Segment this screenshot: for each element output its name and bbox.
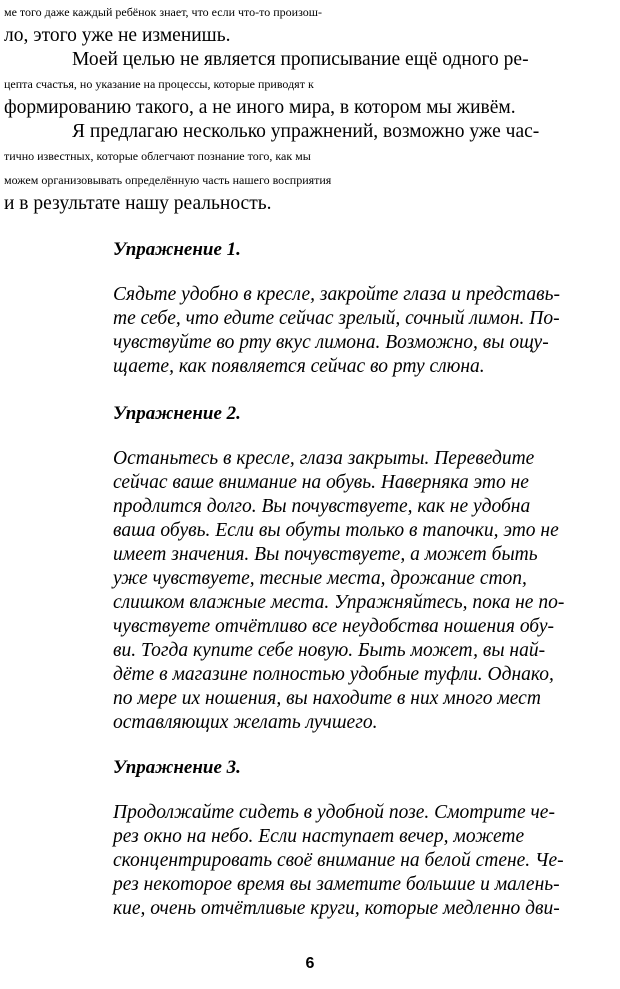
exercise-2-line: ви. Тогда купите себе новую. Быть может, вы най- bbox=[113, 640, 546, 661]
exercise-3-line: рез некоторое время вы заметите большие и малень- bbox=[113, 874, 560, 895]
exercise-3-line: Продолжайте сидеть в удобной позе. Смотрите че- bbox=[113, 802, 555, 823]
exercise-3-title: Упражнение 3. bbox=[113, 757, 241, 778]
exercise-1-line: те себе, что едите сейчас зрелый, сочный лимон. По- bbox=[113, 308, 560, 329]
exercise-2-line: оставляющих желать лучшего. bbox=[113, 712, 378, 733]
intro-line: Я предлагаю несколько упражнений, возможно уже час- bbox=[72, 121, 540, 142]
exercise-2-line: ваша обувь. Если вы обуты только в тапочки, это не bbox=[113, 520, 559, 541]
intro-line: формированию такого, а не иного мира, в котором мы живём. bbox=[4, 97, 516, 118]
intro-line: можем организовывать определённую часть нашего восприятия bbox=[4, 173, 332, 187]
intro-line: цепта счастья, но указание на процессы, которые приводят к bbox=[4, 77, 314, 91]
exercise-2-line: дёте в магазине полностью удобные туфли. Однако, bbox=[113, 664, 554, 685]
exercise-3-line: кие, очень отчётливые круги, которые медленно дви- bbox=[113, 898, 560, 919]
exercise-2-title: Упражнение 2. bbox=[113, 403, 241, 424]
exercise-3-line: сконцентрировать своё внимание на белой стене. Че- bbox=[113, 850, 564, 871]
exercise-2-line: сейчас ваше внимание на обувь. Наверняка это не bbox=[113, 472, 529, 493]
intro-line: ло, этого уже не изменишь. bbox=[4, 25, 231, 46]
page-number: 6 bbox=[305, 955, 315, 972]
intro-line: и в результате нашу реальность. bbox=[4, 193, 272, 214]
exercise-1-line: Сядьте удобно в кресле, закройте глаза и представь- bbox=[113, 284, 561, 305]
intro-line: тично известных, которые облегчают познание того, как мы bbox=[4, 149, 311, 163]
intro-line: Моей целью не является прописывание ещё одного ре- bbox=[72, 49, 529, 70]
exercise-1-line: чувствуйте во рту вкус лимона. Возможно, вы ощу- bbox=[113, 332, 549, 353]
exercise-2-line: Останьтесь в кресле, глаза закрыты. Переведите bbox=[113, 448, 535, 469]
exercise-2-line: имеет значения. Вы почувствуете, а может быть bbox=[113, 544, 538, 565]
exercise-2-line: слишком влажные места. Упражняйтесь, пока не по- bbox=[113, 592, 565, 613]
exercise-2-line: по мере их ношения, вы находите в них много мест bbox=[113, 688, 541, 709]
exercise-2-line: продлится долго. Вы почувствуете, как не удобна bbox=[113, 496, 531, 517]
intro-line: ме того даже каждый ребёнок знает, что если что-то произош- bbox=[4, 5, 322, 19]
exercise-2-line: чувствуете отчётливо все неудобства ношения обу- bbox=[113, 616, 555, 637]
exercise-2-line: уже чувствуете, тесные места, дрожание стоп, bbox=[113, 568, 527, 589]
exercise-3-line: рез окно на небо. Если наступает вечер, можете bbox=[113, 826, 525, 847]
exercise-1-title: Упражнение 1. bbox=[113, 239, 241, 260]
exercise-1-line: щаете, как появляется сейчас во рту слюна. bbox=[113, 356, 485, 377]
